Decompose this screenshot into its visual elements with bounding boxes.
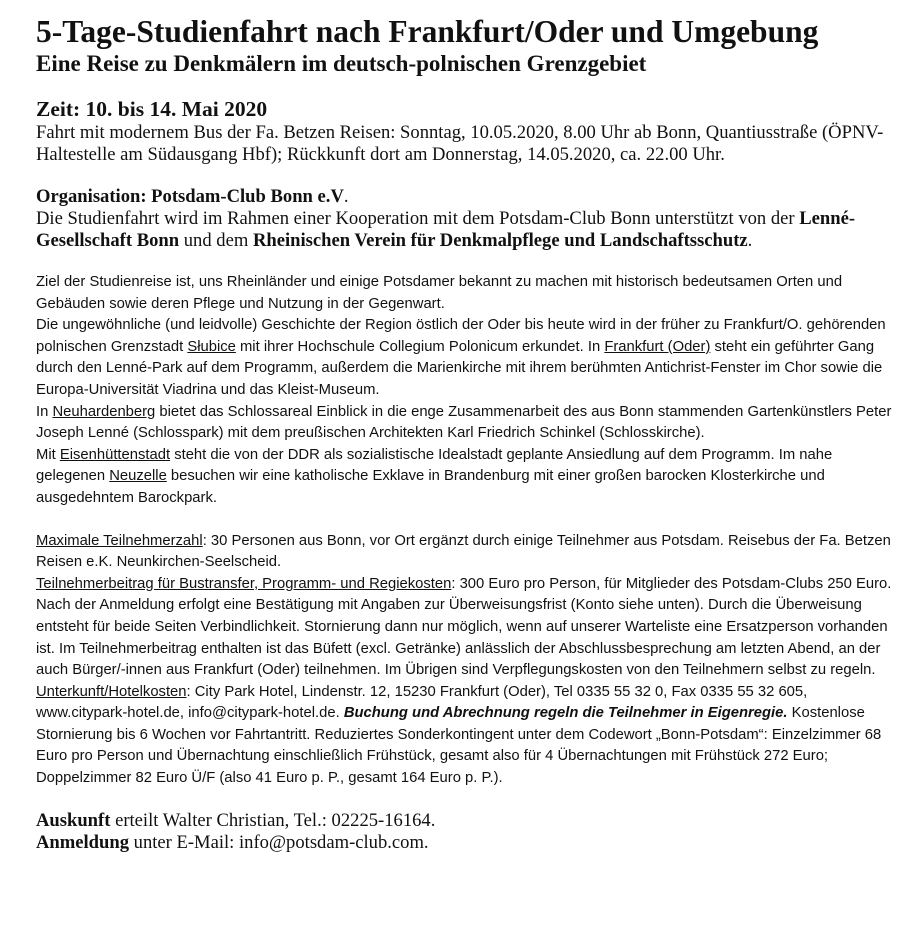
organisation-text-b: und dem	[179, 230, 253, 251]
program-eisenhuettenstadt	[36, 445, 902, 510]
contact-section	[36, 810, 902, 854]
document-page	[36, 14, 902, 854]
program-text: mit ihrer Hochschule Collegium Polonicum erkundet. In	[235, 338, 605, 355]
contact-registration-text: unter E-Mail: info@potsdam-club.com.	[129, 831, 429, 853]
organisation-heading: Organisation: Potsdam-Club Bonn e.V	[36, 186, 344, 207]
detail-text: : 30 Personen aus Bonn, vor Ort ergänzt durch einige Teilnehmer aus Potsdam. Reisebus der Fa. Betzen Reisen e.K. Neunkirchen-Seelscheid.	[36, 532, 891, 571]
detail-hotel	[36, 682, 902, 790]
program-text: steht die von der DDR als sozialistische Idealstadt geplante Ansiedlung auf dem Programm. Im nahe gelegenen	[36, 446, 833, 485]
link-neuzelle[interactable]: Neuzelle	[109, 468, 167, 485]
program-text: bietet das Schlossareal Einblick in die enge Zusammenarbeit des aus Bonn stammenden Gartenkünstlers Peter Joseph Lenné (Schlosspark) mit dem preußischen Architekten Karl Friedrich Schinkel (Schlosskirche).	[36, 403, 892, 442]
partner-rheinischer-verein: Rheinischen Verein für Denkmalpflege und Landschaftsschutz	[252, 230, 748, 251]
detail-max-participants	[36, 531, 902, 574]
organisation-text-c: .	[747, 230, 753, 251]
program-text: Die ungewöhnliche (und leidvolle) Geschichte der Region östlich der Oder bis heute wird in der früher zu Frankfurt/O. gehörenden polnischen Grenzstadt	[36, 317, 886, 355]
organisation-text-a: Die Studienfahrt wird im Rahmen einer Kooperation mit dem Potsdam-Club Bonn unterstützt von der	[36, 208, 800, 229]
organisation-heading-end: .	[343, 186, 349, 207]
program-neuhardenberg	[36, 402, 902, 445]
contact-registration-label: Anmeldung	[36, 831, 129, 853]
label-fee: Teilnehmerbeitrag für Bustransfer, Programm- und Regiekosten	[36, 575, 452, 592]
program-text: Mit	[36, 446, 60, 463]
link-eisenhuettenstadt[interactable]: Eisenhüttenstadt	[59, 446, 171, 463]
detail-text: : City Park Hotel, Lindenstr. 12, 15230 Frankfurt (Oder), Tel 0335 55 32 0, Fax 0335 55 32 605, www.citypark-hotel.de, info@citypark-hotel.de.	[36, 683, 808, 722]
detail-fee	[36, 574, 902, 682]
contact-registration-line	[36, 832, 902, 854]
organisation-text	[36, 208, 902, 252]
time-text: Fahrt mit modernem Bus der Fa. Betzen Reisen: Sonntag, 10.05.2020, 8.00 Uhr ab Bonn, Quantiusstraße (ÖPNV-Haltestelle am Südausgang Hbf); Rückkunft dort am Donnerstag, 14.05.2020, ca. 22.00 Uhr.	[36, 122, 884, 165]
program-section	[36, 272, 902, 790]
program-text: In	[36, 403, 53, 420]
program-slubice-frankfurt	[36, 315, 902, 401]
link-slubice[interactable]: Słubice	[187, 338, 236, 355]
section-gap	[36, 510, 902, 531]
detail-text: Kostenlose Stornierung bis 6 Wochen vor Fahrtantritt. Reduziertes Sonderkontingent unter dem Codewort „Bonn-Potsdam“: Einzelzimmer 68 Euro pro Person und Übernachtung einschließlich Frühstück, gesamt also für 4 Übernachtungen mit Frühstück 272 Euro; Doppelzimmer 82 Euro Ü/F (also 41 Euro p. P., gesamt 164 Euro p. P.).	[36, 705, 882, 787]
label-hotel: Unterkunft/Hotelkosten	[36, 683, 187, 700]
time-heading: Zeit: 10. bis 14. Mai 2020	[36, 97, 268, 121]
link-neuhardenberg[interactable]: Neuhardenberg	[52, 403, 156, 420]
organisation-heading-line	[36, 186, 902, 208]
contact-info-line	[36, 810, 902, 832]
link-frankfurt-oder[interactable]: Frankfurt (Oder)	[604, 338, 711, 355]
detail-text: : 300 Euro pro Person, für Mitglieder des Potsdam-Clubs 250 Euro. Nach der Anmeldung erfolgt eine Bestätigung mit Angaben zur Überweisungsfrist (Konto siehe unten). Durch die Überweisung entsteht für beide Seiten Verbindlichkeit. Stornierung dann nur möglich, wenn auf unserer Warteliste eine Ersatzperson vorhanden ist. Im Teilnehmerbeitrag enthalten ist das Büfett (excl. Getränke) anlässlich der Abschlussbesprechung am letzten Abend, an der auch Bürger/-innen aus Frankfurt (Oder) teilnehmen. Im Übrigen sind Verpflegungskosten von den Teilnehmern selbst zu regeln.	[36, 575, 892, 679]
organisation-section	[36, 186, 902, 252]
label-max-participants: Maximale Teilnehmerzahl	[36, 532, 203, 549]
program-text: steht ein geführter Gang durch den Lenné-Park auf dem Programm, außerdem die Marienkirche mit ihrem berühmten Antichrist-Fenster im Chor sowie die Europa-Universität Viadrina und das Kleist-Museum.	[36, 338, 883, 398]
document-title: 5-Tage-Studienfahrt nach Frankfurt/Oder und Umgebung	[36, 14, 819, 49]
program-text: besuchen wir eine katholische Exklave in Brandenburg mit einer großen barocken Klosterkirche und ausgedehntem Barockpark.	[36, 468, 825, 506]
hotel-booking-note: Buchung und Abrechnung regeln die Teilnehmer in Eigenregie.	[343, 705, 788, 722]
partner-lenne: Lenné-Gesellschaft Bonn	[36, 208, 856, 251]
program-intro: Ziel der Studienreise ist, uns Rheinländer und einige Potsdamer bekannt zu machen mit historisch bedeutsamen Orten und Gebäuden sowie deren Pflege und Nutzung in der Gegenwart.	[36, 274, 843, 312]
contact-info-text: erteilt Walter Christian, Tel.: 02225-16164.	[110, 809, 436, 831]
document-subtitle: Eine Reise zu Denkmälern im deutsch-polnischen Grenzgebiet	[36, 51, 647, 76]
contact-info-label: Auskunft	[36, 809, 111, 831]
